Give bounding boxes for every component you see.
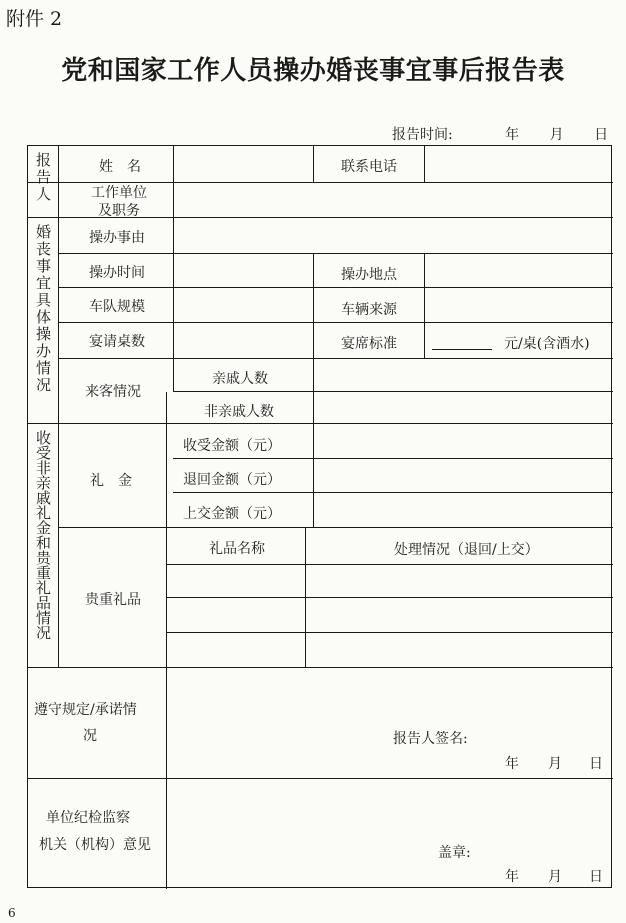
relatives-label: 亲戚人数 — [212, 371, 268, 387]
section-reporter: 报告人 — [34, 152, 52, 203]
valuable-gifts-label: 贵重礼品 — [85, 592, 141, 608]
handling-cell-3[interactable] — [306, 634, 611, 666]
grid-line — [58, 527, 613, 528]
reason-field[interactable] — [174, 219, 611, 252]
phone-label: 联系电话 — [341, 159, 397, 175]
relatives-field[interactable] — [314, 360, 611, 390]
opinion-field[interactable] — [167, 780, 611, 840]
tables-field[interactable] — [174, 324, 313, 357]
grid-line — [58, 253, 613, 254]
grid-line — [28, 667, 613, 668]
name-field[interactable] — [174, 150, 313, 180]
grid-line — [173, 458, 613, 459]
gift-name-cell-3[interactable] — [167, 634, 304, 666]
received-amount-label: 收受金额（元） — [183, 438, 281, 454]
place-field[interactable] — [425, 255, 611, 286]
gift-name-cell-2[interactable] — [167, 599, 304, 631]
grid-line — [58, 146, 59, 667]
compliance-year: 年 — [505, 756, 519, 772]
grid-line — [58, 287, 613, 288]
compliance-month: 月 — [548, 756, 562, 772]
grid-line — [166, 564, 613, 565]
banquet-unit-label: 元/桌(含酒水) — [504, 336, 590, 352]
opinion-label-line2: 机关（机构）意见 — [39, 837, 151, 853]
compliance-day: 日 — [589, 756, 603, 772]
handed-amount-field[interactable] — [314, 494, 611, 526]
returned-amount-label: 退回金额（元） — [183, 472, 281, 488]
received-amount-field[interactable] — [314, 425, 611, 457]
grid-line — [166, 597, 613, 598]
compliance-label-line1: 遵守规定/承诺情 — [34, 702, 137, 718]
vehicle-source-label: 车辆来源 — [341, 302, 397, 318]
banquet-standard-label: 宴席标准 — [341, 336, 397, 352]
non-relatives-field[interactable] — [314, 393, 611, 422]
name-label: 姓 名 — [99, 159, 141, 175]
work-unit-label-line2: 及职务 — [98, 203, 140, 219]
phone-field[interactable] — [425, 150, 611, 180]
grid-line — [28, 778, 613, 779]
tables-label: 宴请桌数 — [89, 334, 145, 350]
section-gifts: 收受非亲戚礼金和贵重礼品情况 — [34, 430, 52, 640]
handling-cell-2[interactable] — [306, 599, 611, 631]
work-unit-field[interactable] — [174, 184, 611, 216]
reporter-signature-label: 报告人签名: — [393, 731, 468, 747]
report-time-label: 报告时间: — [392, 127, 453, 143]
vehicle-source-field[interactable] — [425, 289, 611, 321]
time-field[interactable] — [174, 255, 313, 286]
report-year: 年 — [505, 127, 520, 143]
non-relatives-label: 非亲戚人数 — [204, 404, 274, 420]
report-form — [27, 145, 612, 888]
seal-label: 盖章: — [438, 845, 471, 861]
compliance-label-line2: 况 — [83, 728, 97, 744]
report-month: 月 — [549, 127, 564, 143]
opinion-day: 日 — [589, 869, 603, 885]
returned-amount-field[interactable] — [314, 460, 611, 491]
handed-amount-label: 上交金额（元） — [183, 506, 281, 522]
page-number: 6 — [8, 906, 16, 920]
section-wedding-funeral: 婚丧事宜具体操办情况 — [34, 224, 52, 394]
report-day: 日 — [594, 127, 609, 143]
banquet-standard-blank[interactable] — [432, 349, 492, 350]
cash-gift-label: 礼 金 — [90, 473, 132, 489]
time-label: 操办时间 — [89, 265, 145, 281]
gift-name-cell-1[interactable] — [167, 566, 304, 596]
gift-name-header: 礼品名称 — [209, 541, 265, 557]
handling-cell-1[interactable] — [306, 566, 611, 596]
reason-label: 操办事由 — [89, 230, 145, 246]
opinion-year: 年 — [505, 869, 519, 885]
compliance-field[interactable] — [167, 669, 611, 734]
opinion-label-line1: 单位纪检监察 — [46, 810, 130, 826]
grid-line — [313, 146, 314, 182]
motorcade-label: 车队规模 — [89, 299, 145, 315]
grid-line — [28, 423, 613, 424]
work-unit-label-line1: 工作单位 — [91, 185, 147, 201]
grid-line — [173, 492, 613, 493]
place-label: 操办地点 — [341, 267, 397, 283]
handling-header: 处理情况（退回/上交） — [394, 542, 539, 558]
grid-line — [58, 322, 613, 323]
grid-line — [166, 632, 613, 633]
attachment-label: 附件 2 — [6, 8, 63, 30]
guests-label: 来客情况 — [85, 384, 141, 400]
opinion-month: 月 — [548, 869, 562, 885]
motorcade-field[interactable] — [174, 289, 313, 321]
grid-line — [58, 358, 613, 359]
form-title: 党和国家工作人员操办婚丧事宜事后报告表 — [61, 56, 565, 86]
grid-line — [173, 391, 613, 392]
report-time — [392, 124, 608, 144]
